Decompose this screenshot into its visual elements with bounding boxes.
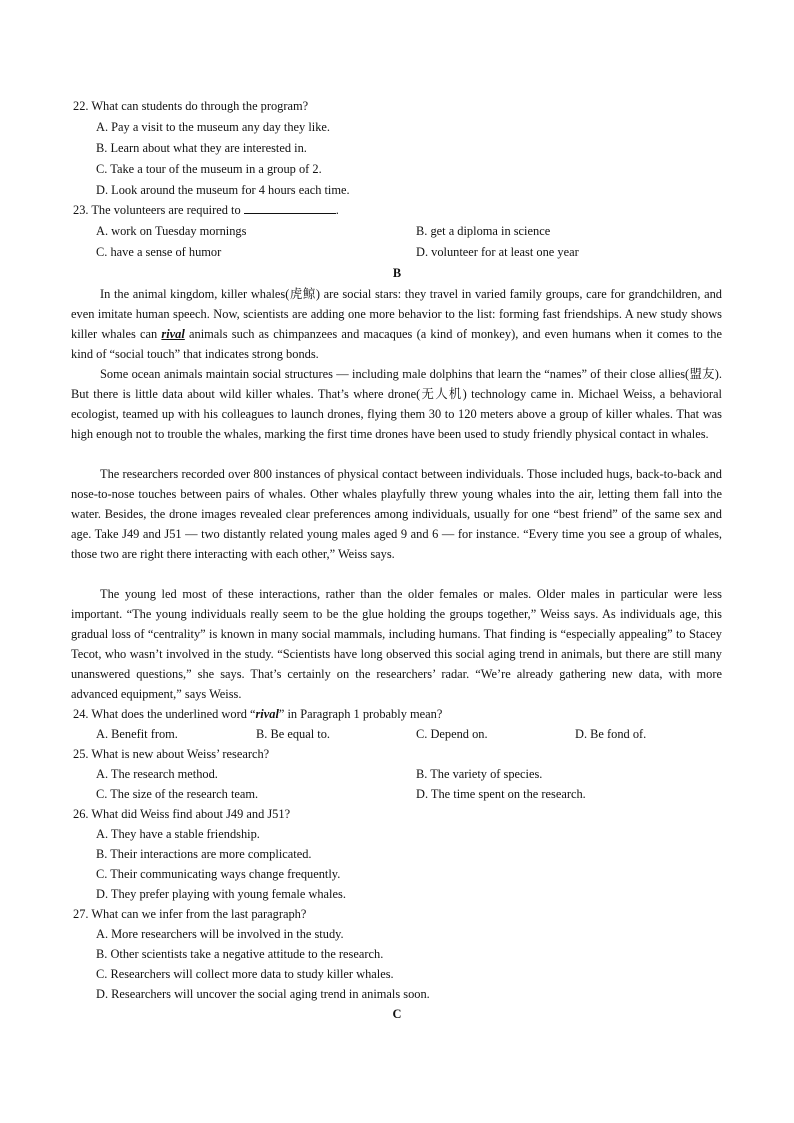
passage-paragraph-1 xyxy=(71,284,722,364)
question-22-stem: 22. What can students do through the program? xyxy=(73,99,309,113)
section-c-heading: C xyxy=(392,1007,402,1021)
question-26-stem: 26. What did Weiss find about J49 and J51? xyxy=(73,807,291,821)
question-25-option-c: C. The size of the research team. xyxy=(96,787,259,801)
question-23-stem-text: 23. The volunteers are required to xyxy=(73,203,241,217)
passage-paragraph-2: Some ocean animals maintain social structures — including male dolphins that learn the “names” of their close allies(盟友). But there is little data about wild killer whales. That’s where drone(无人机) technology came in. Michael Weiss, a behavioral ecologist, teamed up with his colleagues to launch drones, flying them 30 to 120 meters above a group of killer whales. That was high enough not to trouble the whales, marking the first time drones have been used to study friendly physical contact in whales. xyxy=(71,367,722,441)
question-23-option-c: C. have a sense of humor xyxy=(96,245,222,259)
question-23-stem-end: . xyxy=(335,203,339,217)
question-26-option-a: A. They have a stable friendship. xyxy=(96,827,260,841)
question-22-option-d: D. Look around the museum for 4 hours each time. xyxy=(96,183,350,197)
question-23-option-d: D. volunteer for at least one year xyxy=(416,245,579,259)
question-24-word: rival xyxy=(255,707,279,721)
question-24-option-c: C. Depend on. xyxy=(416,727,488,741)
answer-blank xyxy=(244,201,336,214)
question-24-option-b: B. Be equal to. xyxy=(256,727,330,741)
question-26-option-c: C. Their communicating ways change frequently. xyxy=(96,867,341,881)
question-24-stem-b: ” in Paragraph 1 probably mean? xyxy=(278,707,443,721)
question-27-option-a: A. More researchers will be involved in the study. xyxy=(96,927,344,941)
question-26-option-b: B. Their interactions are more complicated. xyxy=(96,847,312,861)
question-25-stem: 25. What is new about Weiss’ research? xyxy=(73,747,270,761)
question-27-option-d: D. Researchers will uncover the social aging trend in animals soon. xyxy=(96,987,430,1001)
question-24-stem xyxy=(73,704,442,724)
question-24-option-d: D. Be fond of. xyxy=(575,727,647,741)
question-26-option-d: D. They prefer playing with young female whales. xyxy=(96,887,346,901)
passage-paragraph-4: The young led most of these interactions, rather than the older females or males. Older males in particular were less important. “The young individuals really seem to be the glue holding the groups together,” Weiss says. As individuals age, this gradual loss of “centrality” is known in many social mammals, including humans. That finding is “especially appealing” to Stacey Tecot, who wasn’t involved in the study. “Scientists have long observed this social aging trend in animals, but there are still many unanswered questions,” she says. That’s certainly on the researchers’ radar. “We’re already gathering new data, with more advanced equipment,” says Weiss. xyxy=(71,587,722,701)
question-23-stem xyxy=(73,200,339,220)
question-22-option-a: A. Pay a visit to the museum any day they like. xyxy=(96,120,331,134)
question-24-stem-a: 24. What does the underlined word “ xyxy=(73,707,256,721)
question-27-option-c: C. Researchers will collect more data to study killer whales. xyxy=(96,967,394,981)
question-23-option-a: A. work on Tuesday mornings xyxy=(96,224,247,238)
question-25-option-b: B. The variety of species. xyxy=(416,767,543,781)
question-27-option-b: B. Other scientists take a negative attitude to the research. xyxy=(96,947,384,961)
question-23-option-b: B. get a diploma in science xyxy=(416,224,551,238)
passage-paragraph-3: The researchers recorded over 800 instances of physical contact between individuals. Those included hugs, back-to-back and nose-to-nose touches between pairs of whales. Other whales playfully threw young whales into the air, letting them fall into the water. Besides, the drone images revealed clear preferences among individuals, usually for one “best friend” of the same sex and age. Take J49 and J51 — two distantly related young males aged 9 and 6 — for instance. “Every time you see a group of whales, those two are right there interacting with each other,” Weiss says. xyxy=(71,467,722,561)
paragraph-1-text-a: In the animal kingdom, killer whales(虎鲸) are social stars: they travel in varied family groups, care for grandchildren, and even imitate human speech. Now, scientists are adding one more behavior to the list: forming fast friendships. A new study shows killer whales can xyxy=(71,287,722,341)
question-22-option-b: B. Learn about what they are interested in. xyxy=(96,141,307,155)
underlined-word-rival: rival xyxy=(161,327,185,341)
question-24-option-a: A. Benefit from. xyxy=(96,727,178,741)
paragraph-1-text-b: animals such as chimpanzees and macaques (a kind of monkey), and even humans when it comes to the kind of “social touch” that indicates strong bonds. xyxy=(71,327,722,361)
question-27-stem: 27. What can we infer from the last paragraph? xyxy=(73,907,307,921)
question-22-option-c: C. Take a tour of the museum in a group of 2. xyxy=(96,162,322,176)
question-25-option-a: A. The research method. xyxy=(96,767,218,781)
question-25-option-d: D. The time spent on the research. xyxy=(416,787,586,801)
section-b-heading: B xyxy=(392,266,402,280)
